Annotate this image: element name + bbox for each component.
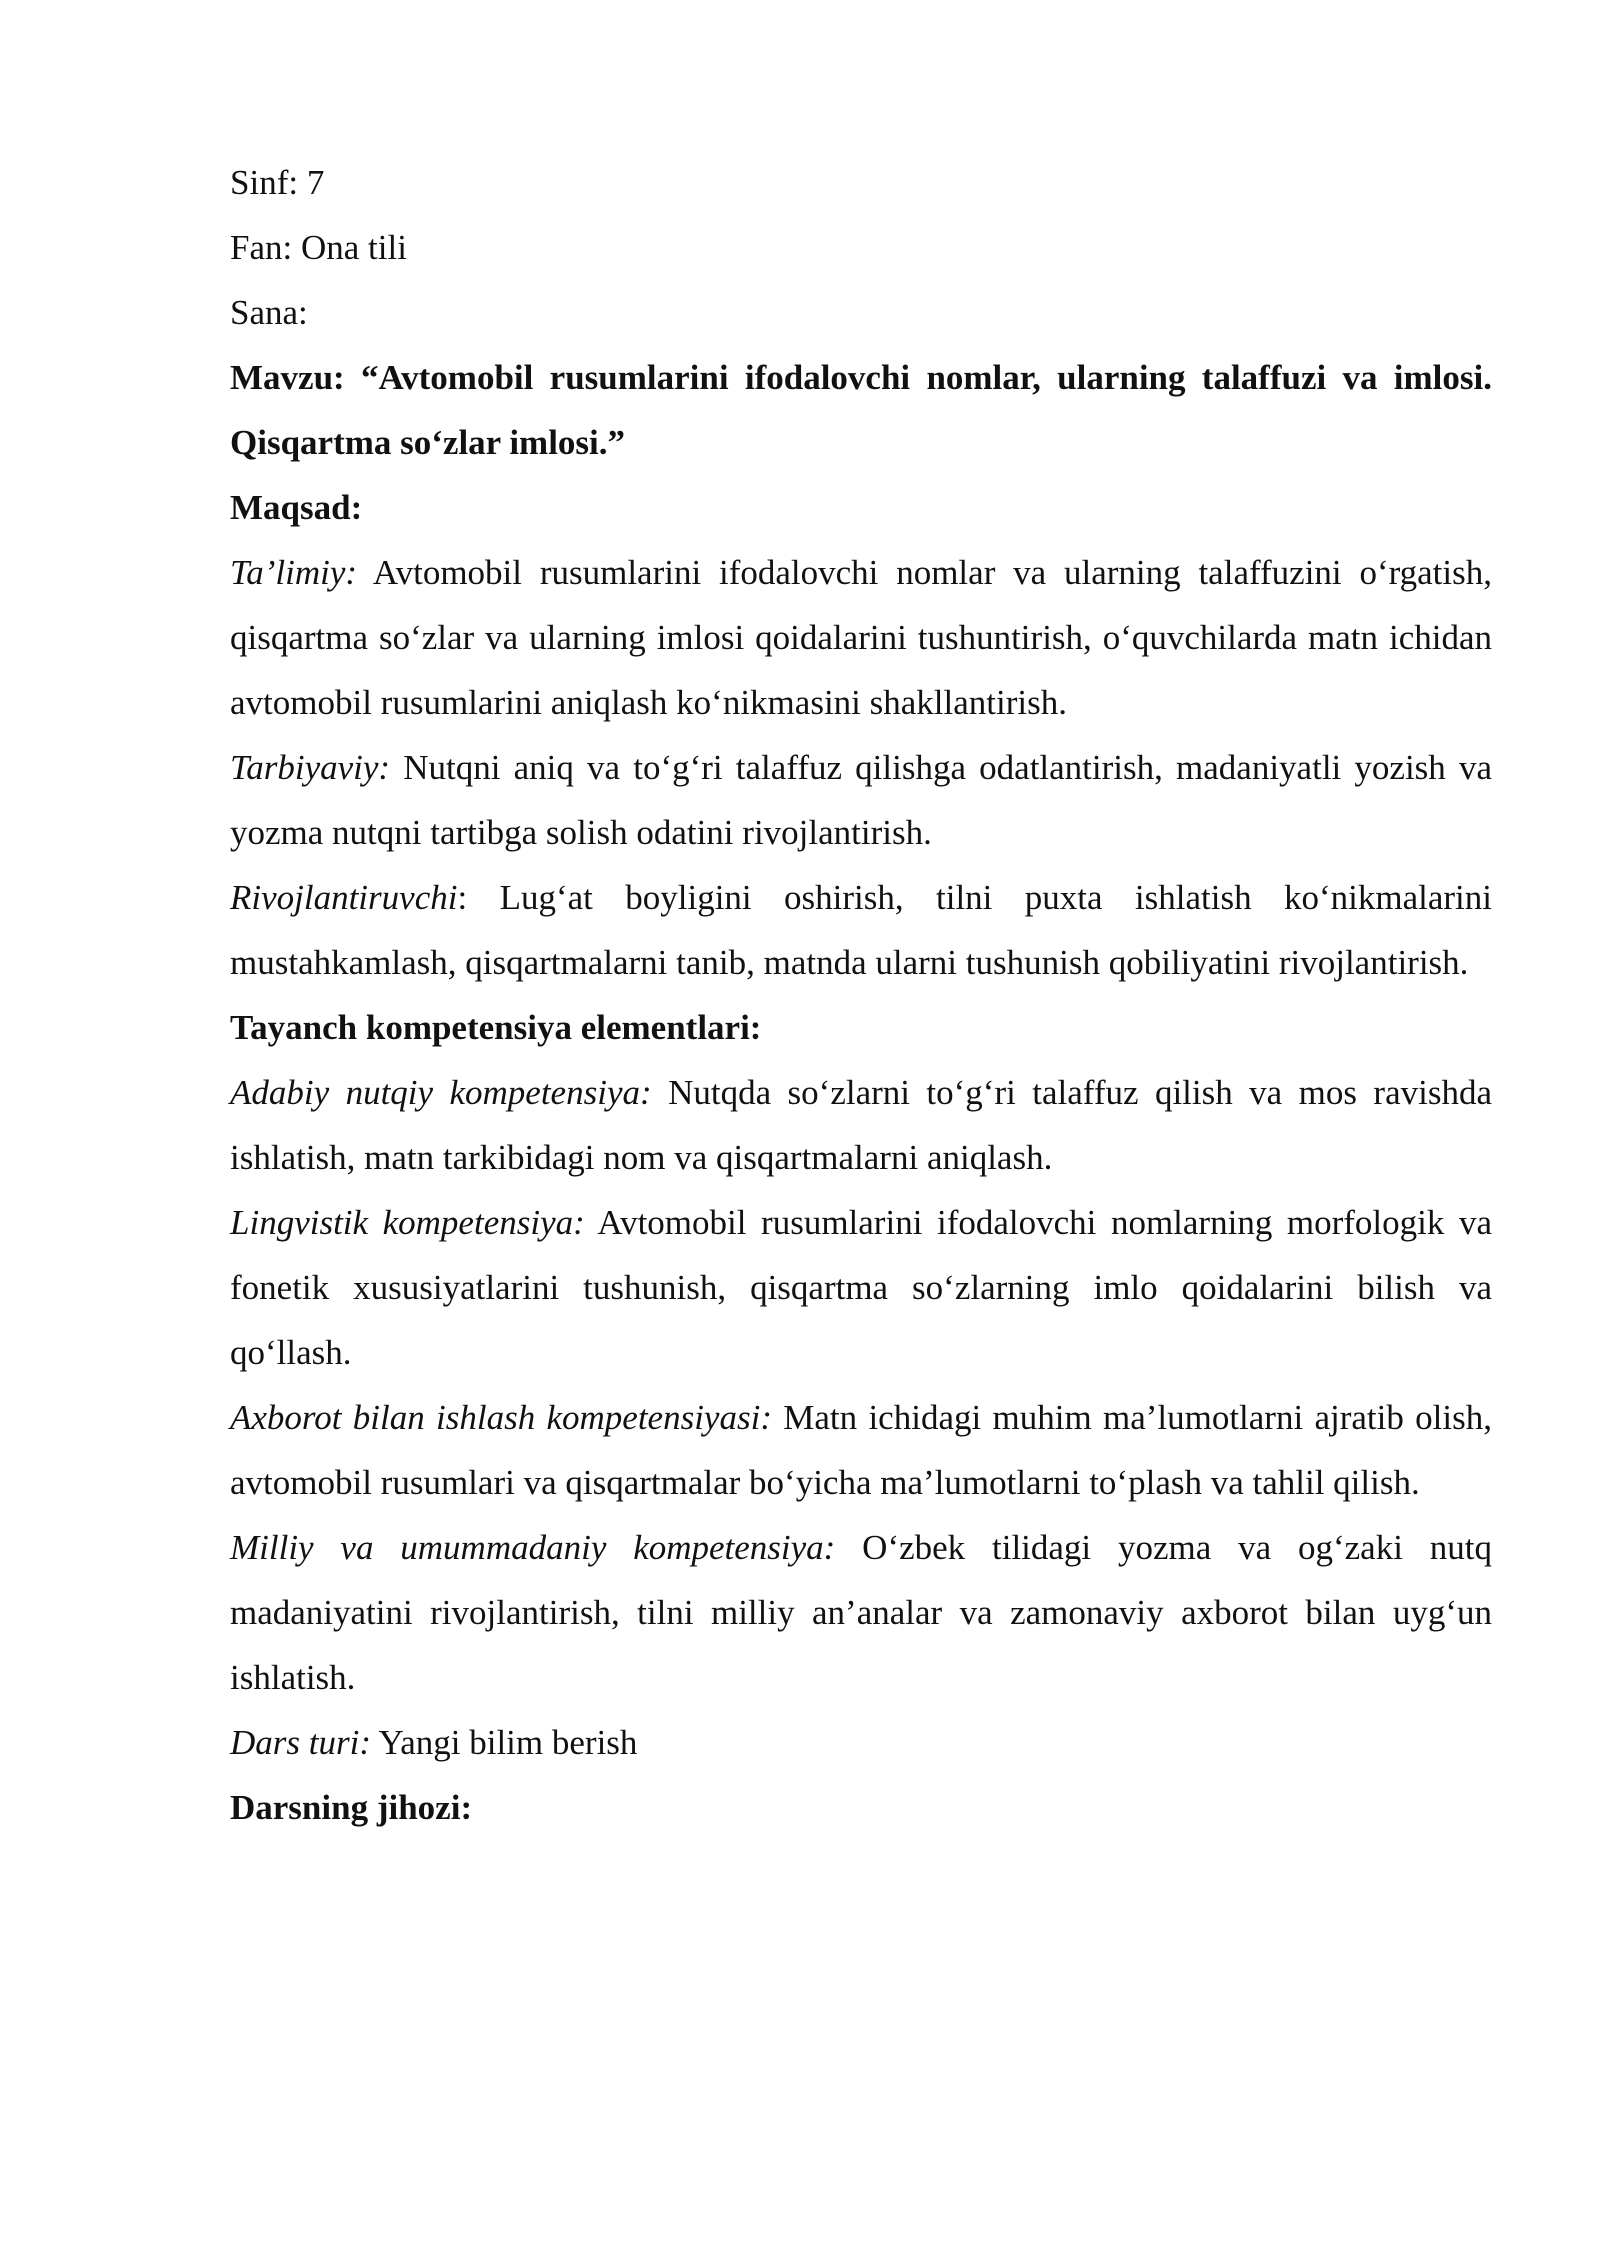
competency-label: Axborot bilan ishlash kompetensiyasi: [230,1398,772,1437]
goal-educational [230,540,1492,735]
lesson-type-text: Yangi bilim berish [371,1723,638,1762]
equipment-heading: Darsning jihozi: [230,1788,473,1827]
competency-item [230,1060,1492,1190]
lesson-type-label: Dars turi: [230,1723,371,1762]
subject-line: Fan: Ona tili [230,228,407,267]
competency-item [230,1385,1492,1515]
grade-line: Sinf: 7 [230,163,325,202]
goal-educational-text: Avtomobil rusumlarini ifodalovchi nomlar va ularning talaffuzini o‘rgatish, qisqartma so‘zlar va ularning imlosi qoidalarini tushuntirish, o‘quvchilarda matn ichidan avtomobil rusumlarini aniqlash ko‘nikmasini shakllantirish. [230,553,1492,722]
competency-text: Nutqda so‘zlarni to‘g‘ri talaffuz qilish va mos ravishda ishlatish, matn tarkibidagi nom va qisqartmalarni aniqlash. [230,1073,1492,1177]
date-line: Sana: [230,293,308,332]
goal-upbringing-text: Nutqni aniq va to‘g‘ri talaffuz qilishga odatlantirish, madaniyatli yozish va yozma nutqni tartibga solish odatini rivojlantirish. [230,748,1492,852]
competency-text: Avtomobil rusumlarini ifodalovchi nomlarning morfologik va fonetik xususiyatlarini tushunish, qisqartma so‘zlarning imlo qoidalarini bilish va qo‘llash. [230,1203,1492,1372]
goal-upbringing [230,735,1492,865]
goal-heading: Maqsad: [230,488,363,527]
competency-label: Milliy va umummadaniy kompetensiya: [230,1528,836,1567]
lesson-type [230,1710,1492,1775]
goal-educational-label: Ta’limiy: [230,553,358,592]
competency-item [230,1190,1492,1385]
lesson-plan-body [230,150,1492,1840]
competency-label: Lingvistik kompetensiya: [230,1203,585,1242]
goal-developmental-label: Rivojlantiruvchi [230,878,458,917]
competency-text: O‘zbek tilidagi yozma va og‘zaki nutq madaniyatini rivojlantirish, tilni milliy an’analar va zamonaviy axborot bilan uyg‘un ishlatish. [230,1528,1492,1697]
topic-heading: Mavzu: “Avtomobil rusumlarini ifodalovchi nomlar, ularning talaffuzi va imlosi. Qisqartma so‘zlar imlosi.” [230,358,1492,462]
competency-label: Adabiy nutqiy kompetensiya: [230,1073,652,1112]
goal-upbringing-label: Tarbiyaviy: [230,748,391,787]
competency-item [230,1515,1492,1710]
goal-developmental [230,865,1492,995]
goal-developmental-text: : Lug‘at boyligini oshirish, tilni puxta ishlatish ko‘nikmalarini mustahkamlash, qisqartmalarni tanib, matnda ularni tushunish qobiliyatini rivojlantirish. [230,878,1492,982]
competencies-heading: Tayanch kompetensiya elementlari: [230,1008,762,1047]
competency-text: Matn ichidagi muhim ma’lumotlarni ajratib olish, avtomobil rusumlari va qisqartmalar bo‘yicha ma’lumotlarni to‘plash va tahlil qilish. [230,1398,1492,1502]
